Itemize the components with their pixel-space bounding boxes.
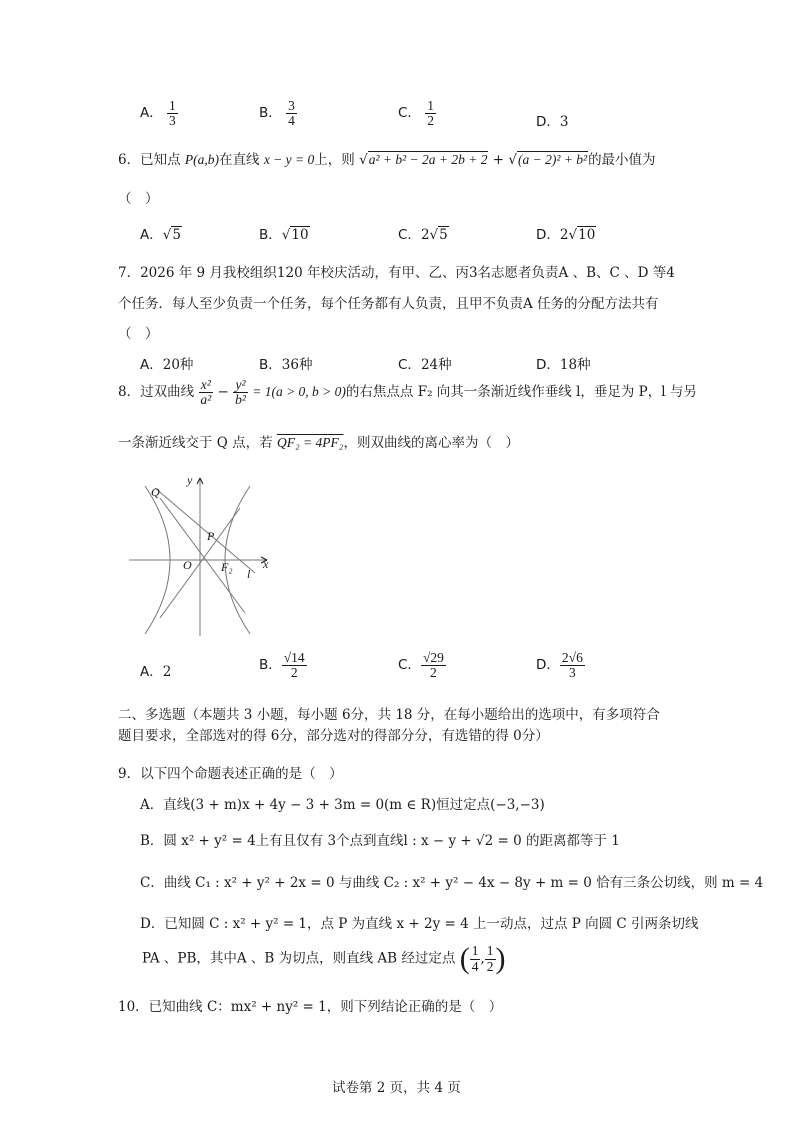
label-x: x — [263, 557, 269, 571]
asymptote-1 — [160, 498, 245, 613]
q5-option-a: A． $\frac{1}{3}$ — [140, 98, 176, 129]
q6-option-a: A．√5 — [140, 227, 181, 243]
label-f2: F₂ — [221, 560, 233, 574]
q6-option-b: B．√10 — [259, 227, 309, 243]
q8-line2: 一条渐近线交于 Q 点，若 QF₂ = 4PF₂，则双曲线的离心率为（ ） — [118, 435, 519, 451]
hyperbola-figure — [125, 468, 285, 643]
q6-option-d: D．2√10 — [536, 227, 596, 243]
q9-option-d-line1: D．已知圆 C : x² + y² = 1，点 P 为直线 x + 2y = 4 上一动点，过点 P 向圆 C 引两条切线 — [140, 916, 699, 932]
q7-option-d: D．18种 — [536, 357, 591, 373]
label-l: l — [247, 567, 251, 581]
q8-option-c: C． $\frac{√29}{2}$ — [398, 650, 444, 681]
q5-option-d: D．3 — [536, 114, 569, 130]
q7-option-b: B．36种 — [259, 357, 313, 373]
q7-line1: 7．2026 年 9 月我校组织120 年校庆活动，有甲、乙、丙3名志愿者负责A 、B、C 、D 等4 — [118, 265, 675, 281]
label-o: O — [183, 558, 192, 572]
q7-option-c: C．24种 — [398, 357, 452, 373]
q9-option-a: A．直线(3 + m)x + 4y − 3 + 3m = 0(m ∈ R)恒过定点(−3,−3) — [140, 797, 545, 813]
q8-option-d: D． $\frac{2√6}{3}$ — [536, 650, 583, 681]
q9-option-c: C．曲线 C₁ : x² + y² + 2x = 0 与曲线 C₂ : x² + y² − 4x − 8y + m = 0 恰有三条公切线，则 m = 4 — [140, 875, 764, 891]
q6-blank: （ ） — [118, 191, 159, 207]
q6-stem: 6．已知点 P(a,b)在直线 x − y = 0上，则 √a² + b² − 2a + 2b + 2 + √(a − 2)² + b²的最小值为 — [118, 152, 656, 168]
page-footer: 试卷第 2 页，共 4 页 — [332, 1080, 461, 1096]
q7-option-a: A．20种 — [140, 357, 194, 373]
q5-option-b: B． $\frac{3}{4}$ — [259, 98, 295, 129]
section2-line2: 题目要求，全部选对的得 6分，部分选对的得部分分，有选错的得 0分） — [118, 728, 549, 744]
q7-line2: 个任务．每人至少负责一个任务，每个任务都有人负责，且甲不负责A 任务的分配方法共有 — [118, 296, 659, 312]
q7-blank: （ ） — [118, 326, 159, 342]
q8-option-a: A．2 — [140, 664, 172, 680]
q9-option-b: B．圆 x² + y² = 4上有且仅有 3个点到直线l : x − y + √2 = 0 的距离都等于 1 — [140, 833, 620, 849]
label-y: y — [187, 473, 193, 487]
q9-stem: 9．以下四个命题表述正确的是（ ） — [118, 766, 343, 782]
q6-option-c: C．2√5 — [398, 227, 448, 243]
q5-option-c: C． $\frac{1}{2}$ — [398, 98, 434, 129]
q8-option-b: B． $\frac{√14}{2}$ — [259, 650, 305, 681]
q10-stem: 10．已知曲线 C：mx² + ny² = 1，则下列结论正确的是（ ） — [118, 999, 503, 1015]
label-q: Q — [151, 485, 160, 499]
q9-option-d-line2: PA 、PB，其中A 、B 为切点，则直线 AB 经过定点 ( $\frac{1}{4}$ , $\frac{1}{2}$ ) — [142, 942, 506, 975]
label-p: P — [207, 529, 215, 543]
q8-line1: 8．过双曲线 $\frac{\text{x²}}{\text{a²}}$ − $\frac{\text{y²}}{\text{b²}}$ = 1(a > 0, b > 0)的右焦点点 F₂ 向其一条渐近线作垂线 l，垂足为 P，l 与另 — [118, 377, 697, 408]
section2-line1: 二、多选题（本题共 3 小题，每小题 6分，共 18 分，在每小题给出的选项中，有多项符合 — [118, 707, 660, 723]
